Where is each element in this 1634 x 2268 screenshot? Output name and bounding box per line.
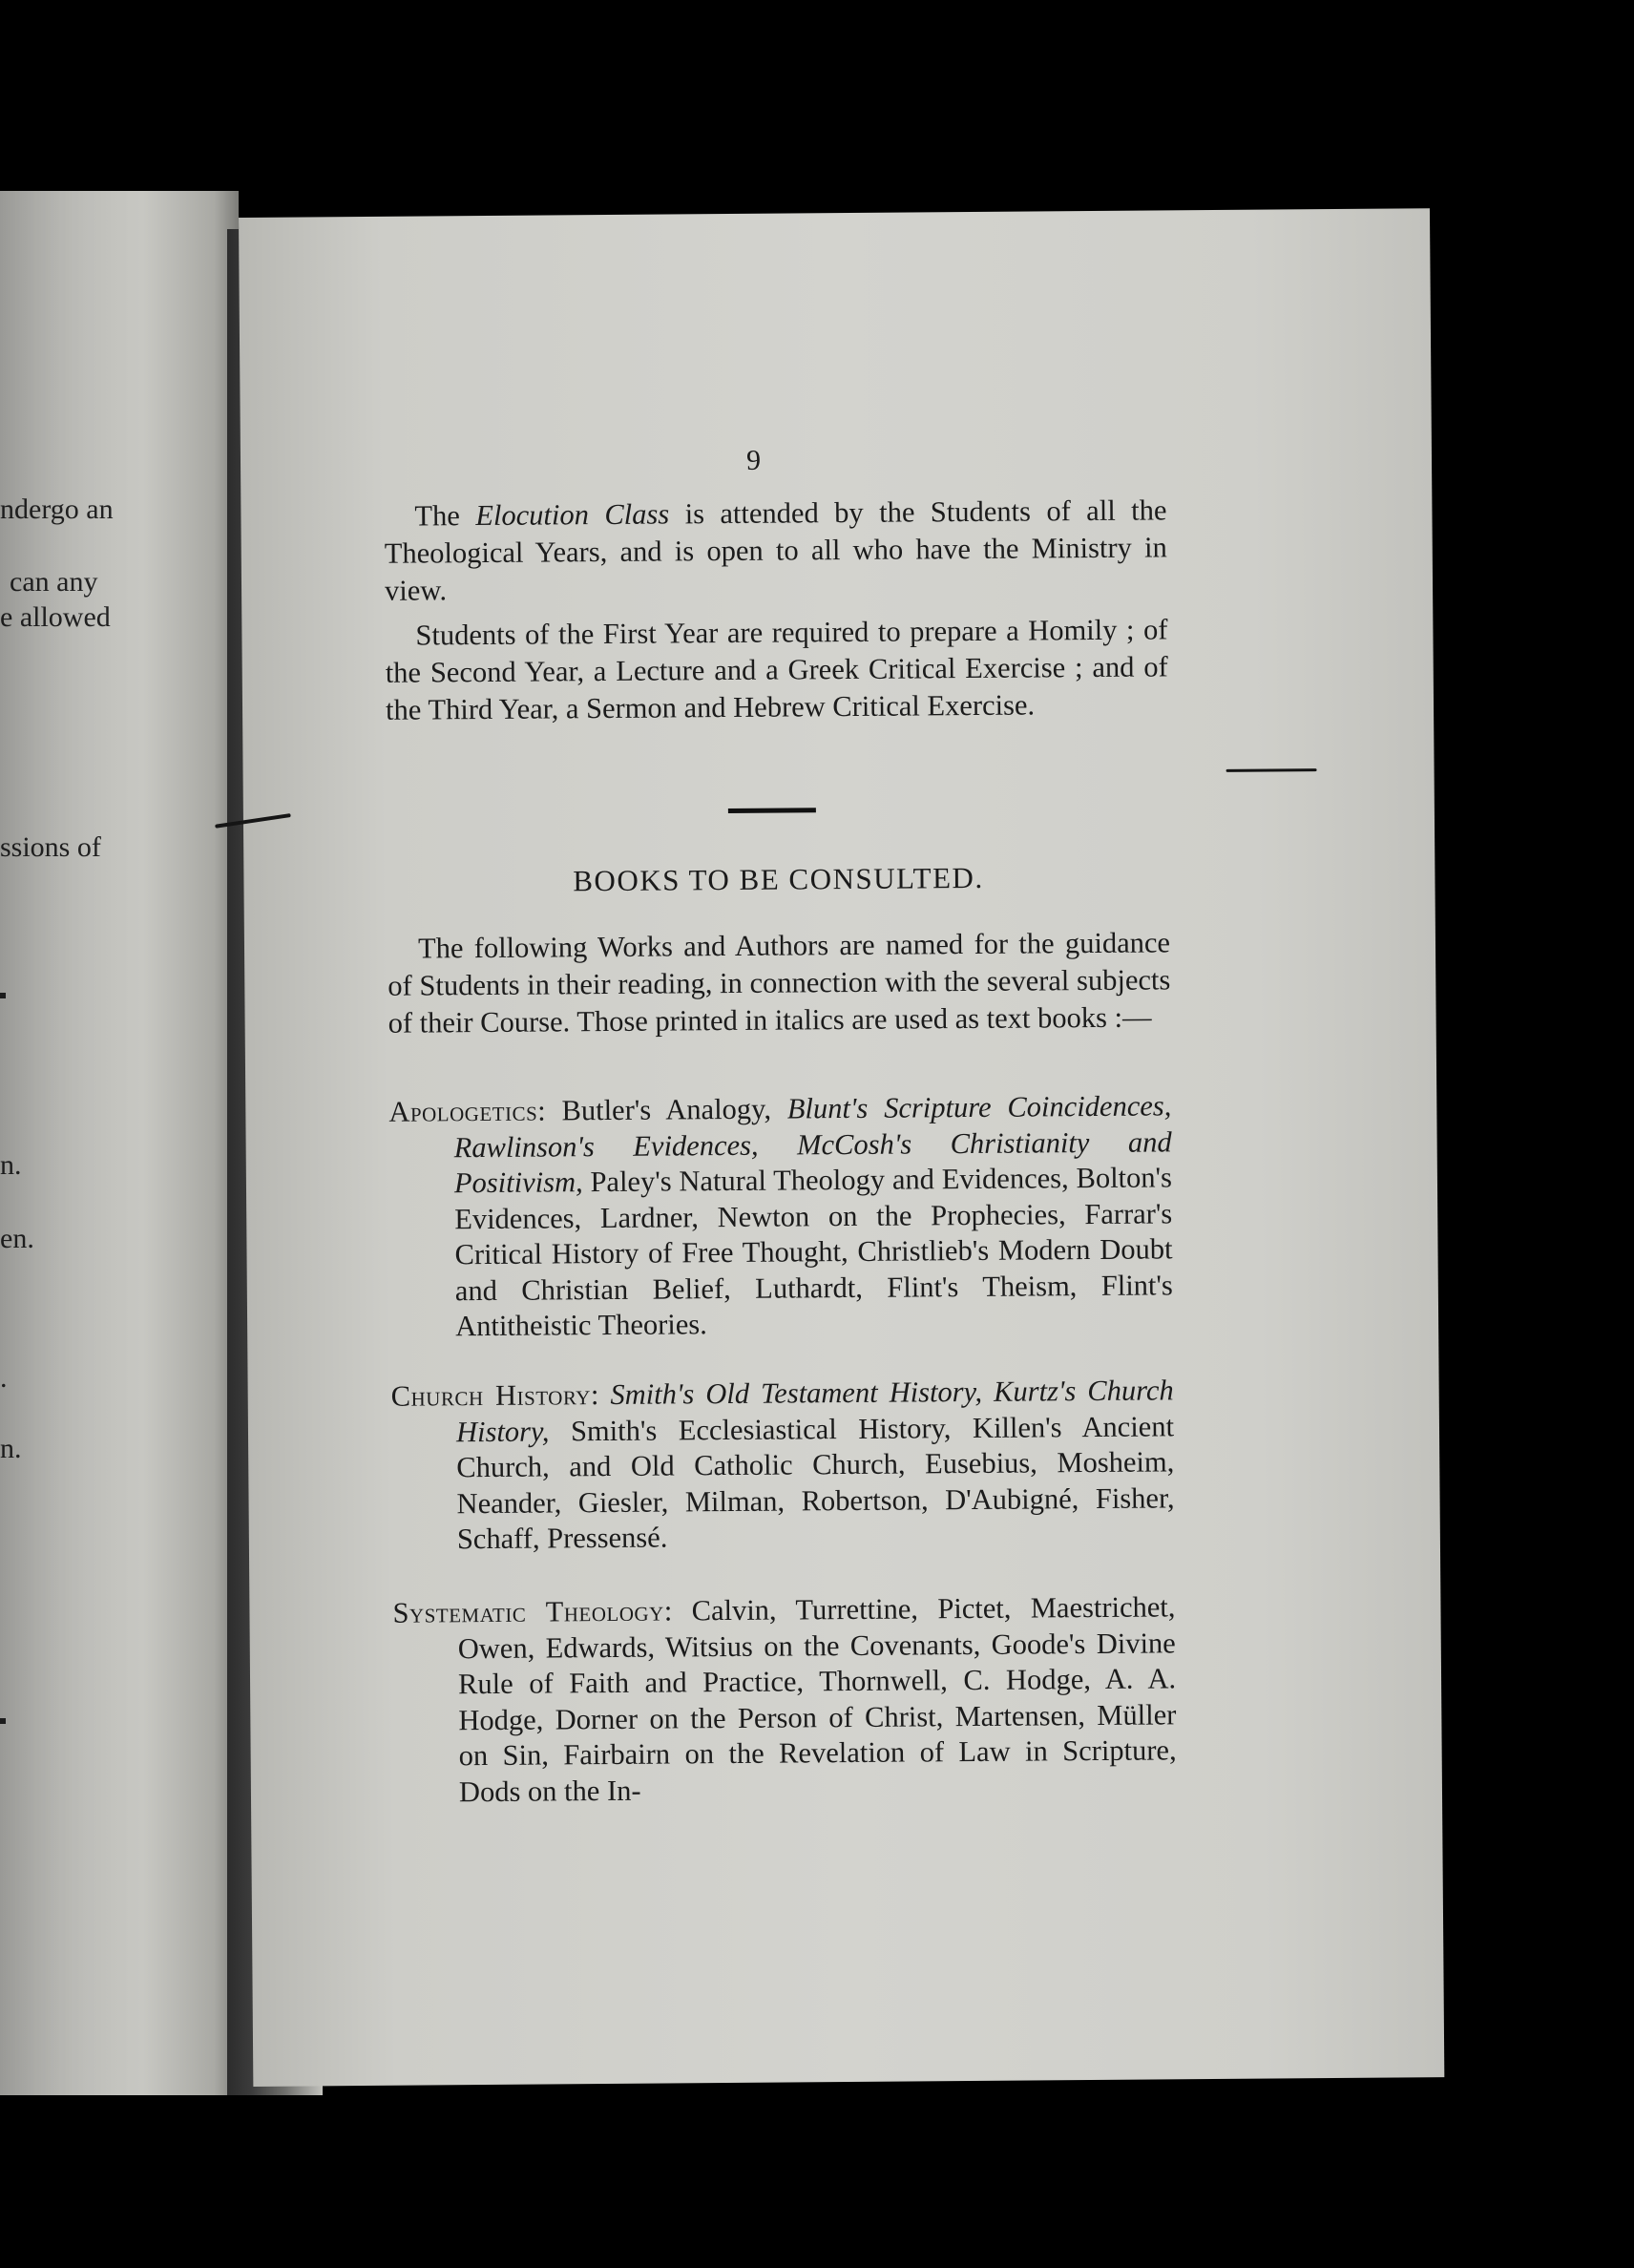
left-page-mark xyxy=(0,993,6,998)
section-heading: BOOKS TO BE CONSULTED. xyxy=(573,860,984,898)
paragraph-books-intro xyxy=(388,924,1171,1041)
section-divider-rule xyxy=(728,808,816,813)
left-page-fragment: e allowed xyxy=(0,601,111,633)
paragraph-text: The xyxy=(414,499,476,533)
entry-apologetics xyxy=(388,1088,1173,1345)
paragraph-student-requirements xyxy=(385,611,1168,728)
entry-heading: Systematic Theology xyxy=(392,1594,664,1629)
paragraph-elocution-class xyxy=(384,492,1167,609)
paragraph-text: Students of the First Year are required to prepare a Homily ; of the Second Year, a Lecture and a Greek Critical Exercise ; and of the Third Year, a Sermon and Hebrew Critical Exercise. xyxy=(385,613,1168,726)
right-page xyxy=(239,208,1444,2087)
left-page-mark xyxy=(0,1718,6,1724)
entry-heading: Apologetics xyxy=(388,1094,538,1128)
paragraph-text: is attended by the Students of all the Theological Years, and is open to all who have the Ministry in view. xyxy=(384,494,1167,607)
left-facing-page xyxy=(0,191,239,2095)
left-page-fragment: n. xyxy=(0,1433,22,1464)
left-page-fragment: can any xyxy=(10,566,98,598)
paragraph-text: The following Works and Authors are named for the guidance of Students in their reading, in connection with the several subjects of their Course. Those printed in italics are used as text books :— xyxy=(388,926,1171,1040)
entry-text: Smith's Ecclesiastical History, Killen's Ancient Church, and Old Catholic Church, Eusebius, Mosheim, Neander, Giesler, Milman, Robertson, D'Aubigné, Fisher, Schaff, Pressensé. xyxy=(456,1409,1175,1556)
page-number: 9 xyxy=(745,444,762,476)
left-page-fragment: ssions of xyxy=(0,831,101,863)
entry-separator: : xyxy=(590,1377,611,1412)
entry-text: Butler's Analogy, xyxy=(561,1092,787,1127)
page-body xyxy=(382,210,1177,1808)
entry-text: Calvin, Turrettine, Pictet, Maestrichet, Owen, Edwards, Witsius on the Covenants, Goode's Divine Rule of Faith and Practice, Thornwell, C. Hodge, A. A. Hodge, Dorner on the Person of Christ, Martensen, Müller on Sin, Fairbairn on the Revelation of Law in Scripture, Dods on the In- xyxy=(457,1590,1177,1808)
italic-text: Elocution Class xyxy=(475,497,670,533)
entry-italic-text: Blunt's Scripture Coincidences, Rawlinson's Evidences, McCosh's Christianity and Positivism, xyxy=(453,1089,1172,1200)
entry-heading: Church History xyxy=(390,1378,592,1413)
entry-text: Paley's Natural Theology and Evidences, Bolton's Evidences, Lardner, Newton on the Prophecies, Farrar's Critical History of Free Thought, Christlieb's Modern Doubt and Christian Belief, Luthardt, Flint's Theism, Flint's Antitheistic Theories. xyxy=(454,1161,1173,1343)
left-page-fragment: . xyxy=(0,1362,8,1394)
entry-italic-text: Smith's Old Testament History, Kurtz's Church History, xyxy=(455,1374,1174,1448)
ink-mark xyxy=(1226,768,1317,772)
left-page-fragment: en. xyxy=(0,1223,34,1254)
entry-separator: : xyxy=(537,1094,562,1127)
entry-systematic-theology xyxy=(392,1589,1177,1810)
entry-church-history xyxy=(391,1373,1175,1558)
left-page-fragment: ndergo an xyxy=(0,494,114,525)
entry-separator: : xyxy=(663,1594,692,1628)
left-page-fragment: n. xyxy=(0,1149,22,1181)
